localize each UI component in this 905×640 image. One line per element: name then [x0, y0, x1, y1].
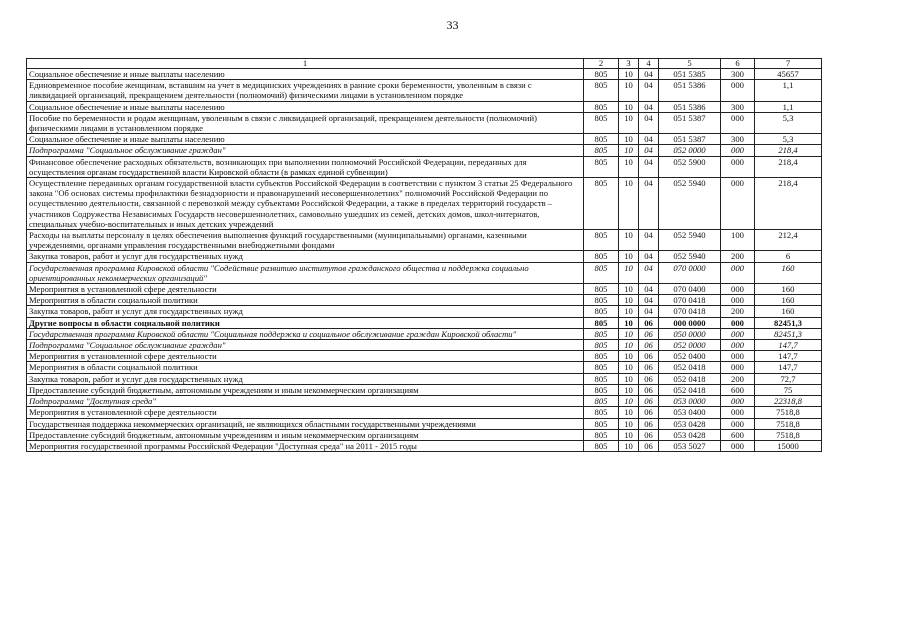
ministry-code-cell: 805 [584, 306, 619, 317]
table-row [27, 134, 822, 145]
target-item-code-cell: 070 0000 [659, 262, 721, 283]
target-item-code-cell: 051 5386 [659, 80, 721, 101]
target-item-code-cell: 052 0418 [659, 362, 721, 373]
table-row [27, 373, 822, 384]
target-item-code-cell: 053 0000 [659, 396, 721, 407]
row-name-cell: Финансовое обеспечение расходных обязательств, возникающих при выполнении полномочий Российской Федерации, переданных для осуществления органам государственной власти Кировской области (в рамках единой субвенции) [27, 156, 584, 177]
expense-type-code-cell: 200 [721, 373, 755, 384]
subsection-code-cell: 04 [639, 284, 659, 295]
section-code-cell: 10 [619, 80, 639, 101]
target-item-code-cell: 051 5387 [659, 134, 721, 145]
section-code-cell: 10 [619, 101, 639, 112]
table-row [27, 429, 822, 440]
header-cell: 6 [721, 59, 755, 69]
ministry-code-cell: 805 [584, 112, 619, 133]
target-item-code-cell: 000 0000 [659, 317, 721, 328]
amount-cell: 45657 [755, 69, 822, 80]
row-name-cell: Пособие по беременности и родам женщинам, уволенным в связи с ликвидацией организаций, прекращением деятельности (полномочий) физическими лицами в установленном порядке [27, 112, 584, 133]
amount-cell: 218,4 [755, 178, 822, 230]
row-name-cell: Мероприятия в установленной сфере деятельности [27, 284, 584, 295]
expense-type-code-cell: 200 [721, 251, 755, 262]
row-name-cell: Подпрограмма "Доступная среда" [27, 396, 584, 407]
table-row [27, 306, 822, 317]
section-code-cell: 10 [619, 340, 639, 351]
amount-cell: 1,1 [755, 80, 822, 101]
header-cell: 5 [659, 59, 721, 69]
section-code-cell: 10 [619, 69, 639, 80]
section-code-cell: 10 [619, 284, 639, 295]
amount-cell: 82451,3 [755, 317, 822, 328]
expense-type-code-cell: 300 [721, 134, 755, 145]
expense-type-code-cell: 000 [721, 418, 755, 429]
target-item-code-cell: 070 0418 [659, 306, 721, 317]
section-code-cell: 10 [619, 407, 639, 418]
subsection-code-cell: 04 [639, 156, 659, 177]
row-name-cell: Предоставление субсидий бюджетным, автономным учреждениям и иным некоммерческим организациям [27, 429, 584, 440]
row-name-cell: Мероприятия в области социальной политики [27, 295, 584, 306]
ministry-code-cell: 805 [584, 429, 619, 440]
subsection-code-cell: 04 [639, 230, 659, 251]
subsection-code-cell: 06 [639, 362, 659, 373]
amount-cell: 1,1 [755, 101, 822, 112]
header-cell: 4 [639, 59, 659, 69]
row-name-cell: Государственная программа Кировской области "Социальная поддержка и социальное обслуживание граждан Кировской области" [27, 328, 584, 339]
subsection-code-cell: 04 [639, 306, 659, 317]
row-name-cell: Закупка товаров, работ и услуг для государственных нужд [27, 373, 584, 384]
expense-type-code-cell: 000 [721, 362, 755, 373]
expense-type-code-cell: 300 [721, 101, 755, 112]
amount-cell: 218,4 [755, 145, 822, 156]
row-name-cell: Мероприятия государственной программы Российской Федерации "Доступная среда" на 2011 - 2015 годы [27, 440, 584, 451]
header-cell: 1 [27, 59, 584, 69]
table-row [27, 284, 822, 295]
ministry-code-cell: 805 [584, 351, 619, 362]
amount-cell: 147,7 [755, 351, 822, 362]
target-item-code-cell: 053 5027 [659, 440, 721, 451]
expense-type-code-cell: 000 [721, 396, 755, 407]
subsection-code-cell: 06 [639, 440, 659, 451]
section-code-cell: 10 [619, 306, 639, 317]
budget-table [26, 58, 822, 452]
row-name-cell: Другие вопросы в области социальной политики [27, 317, 584, 328]
table-body [27, 69, 822, 452]
expense-type-code-cell: 000 [721, 440, 755, 451]
row-name-cell: Подпрограмма "Социальное обслуживание граждан" [27, 145, 584, 156]
section-code-cell: 10 [619, 112, 639, 133]
subsection-code-cell: 06 [639, 396, 659, 407]
ministry-code-cell: 805 [584, 340, 619, 351]
target-item-code-cell: 052 0000 [659, 145, 721, 156]
table-row [27, 69, 822, 80]
ministry-code-cell: 805 [584, 295, 619, 306]
ministry-code-cell: 805 [584, 328, 619, 339]
expense-type-code-cell: 000 [721, 80, 755, 101]
amount-cell: 75 [755, 384, 822, 395]
expense-type-code-cell: 000 [721, 317, 755, 328]
amount-cell: 72,7 [755, 373, 822, 384]
subsection-code-cell: 06 [639, 418, 659, 429]
ministry-code-cell: 805 [584, 145, 619, 156]
subsection-code-cell: 06 [639, 429, 659, 440]
row-name-cell: Расходы на выплаты персоналу в целях обеспечения выполнения функций государственными (муниципальными) органами, казенными учреждениями, органами управления государственными внебюджетными фондами [27, 230, 584, 251]
amount-cell: 160 [755, 284, 822, 295]
row-name-cell: Закупка товаров, работ и услуг для государственных нужд [27, 306, 584, 317]
subsection-code-cell: 06 [639, 317, 659, 328]
section-code-cell: 10 [619, 295, 639, 306]
header-cell: 3 [619, 59, 639, 69]
section-code-cell: 10 [619, 178, 639, 230]
section-code-cell: 10 [619, 362, 639, 373]
ministry-code-cell: 805 [584, 262, 619, 283]
table-row [27, 407, 822, 418]
subsection-code-cell: 04 [639, 262, 659, 283]
amount-cell: 7518,8 [755, 429, 822, 440]
expense-type-code-cell: 000 [721, 351, 755, 362]
expense-type-code-cell: 000 [721, 284, 755, 295]
amount-cell: 82451,3 [755, 328, 822, 339]
amount-cell: 147,7 [755, 362, 822, 373]
target-item-code-cell: 052 0400 [659, 351, 721, 362]
expense-type-code-cell: 000 [721, 156, 755, 177]
target-item-code-cell: 052 5900 [659, 156, 721, 177]
row-name-cell: Социальное обеспечение и иные выплаты населению [27, 101, 584, 112]
target-item-code-cell: 053 0428 [659, 429, 721, 440]
expense-type-code-cell: 000 [721, 178, 755, 230]
table-row [27, 362, 822, 373]
header-cell: 7 [755, 59, 822, 69]
table-row [27, 112, 822, 133]
table-row [27, 317, 822, 328]
ministry-code-cell: 805 [584, 396, 619, 407]
subsection-code-cell: 04 [639, 178, 659, 230]
table-row [27, 328, 822, 339]
target-item-code-cell: 051 5385 [659, 69, 721, 80]
row-name-cell: Подпрограмма "Социальное обслуживание граждан" [27, 340, 584, 351]
section-code-cell: 10 [619, 134, 639, 145]
row-name-cell: Государственная программа Кировской области "Содействие развитию институтов гражданского общества и поддержка социально ориентированных некоммерческих организаций" [27, 262, 584, 283]
row-name-cell: Мероприятия в установленной сфере деятельности [27, 351, 584, 362]
target-item-code-cell: 052 5940 [659, 230, 721, 251]
row-name-cell: Социальное обеспечение и иные выплаты населению [27, 69, 584, 80]
target-item-code-cell: 070 0418 [659, 295, 721, 306]
target-item-code-cell: 053 0428 [659, 418, 721, 429]
row-name-cell: Государственная поддержка некоммерческих организаций, не являющихся областными государственными учреждениями [27, 418, 584, 429]
target-item-code-cell: 051 5386 [659, 101, 721, 112]
subsection-code-cell: 06 [639, 328, 659, 339]
section-code-cell: 10 [619, 328, 639, 339]
amount-cell: 160 [755, 295, 822, 306]
amount-cell: 22318,8 [755, 396, 822, 407]
table-row [27, 384, 822, 395]
subsection-code-cell: 04 [639, 112, 659, 133]
expense-type-code-cell: 000 [721, 145, 755, 156]
section-code-cell: 10 [619, 251, 639, 262]
table-row [27, 340, 822, 351]
ministry-code-cell: 805 [584, 178, 619, 230]
subsection-code-cell: 06 [639, 351, 659, 362]
target-item-code-cell: 052 0000 [659, 340, 721, 351]
subsection-code-cell: 04 [639, 251, 659, 262]
expense-type-code-cell: 600 [721, 384, 755, 395]
expense-type-code-cell: 200 [721, 306, 755, 317]
subsection-code-cell: 04 [639, 145, 659, 156]
amount-cell: 7518,8 [755, 407, 822, 418]
row-name-cell: Мероприятия в области социальной политики [27, 362, 584, 373]
section-code-cell: 10 [619, 429, 639, 440]
amount-cell: 6 [755, 251, 822, 262]
subsection-code-cell: 04 [639, 69, 659, 80]
table-row [27, 101, 822, 112]
section-code-cell: 10 [619, 396, 639, 407]
table-row [27, 396, 822, 407]
subsection-code-cell: 04 [639, 134, 659, 145]
row-name-cell: Мероприятия в установленной сфере деятельности [27, 407, 584, 418]
ministry-code-cell: 805 [584, 69, 619, 80]
ministry-code-cell: 805 [584, 440, 619, 451]
expense-type-code-cell: 000 [721, 340, 755, 351]
section-code-cell: 10 [619, 145, 639, 156]
expense-type-code-cell: 600 [721, 429, 755, 440]
amount-cell: 7518,8 [755, 418, 822, 429]
expense-type-code-cell: 000 [721, 262, 755, 283]
table-row [27, 156, 822, 177]
section-code-cell: 10 [619, 418, 639, 429]
amount-cell: 212,4 [755, 230, 822, 251]
expense-type-code-cell: 000 [721, 407, 755, 418]
amount-cell: 15000 [755, 440, 822, 451]
table-row [27, 295, 822, 306]
target-item-code-cell: 053 0400 [659, 407, 721, 418]
target-item-code-cell: 052 5940 [659, 178, 721, 230]
ministry-code-cell: 805 [584, 418, 619, 429]
amount-cell: 218,4 [755, 156, 822, 177]
section-code-cell: 10 [619, 262, 639, 283]
table-row [27, 145, 822, 156]
target-item-code-cell: 052 0418 [659, 384, 721, 395]
expense-type-code-cell: 300 [721, 69, 755, 80]
table-row [27, 418, 822, 429]
table-row [27, 251, 822, 262]
table-row [27, 440, 822, 451]
section-code-cell: 10 [619, 156, 639, 177]
row-name-cell: Единовременное пособие женщинам, вставшим на учет в медицинских учреждениях в ранние сроки беременности, уволенным в связи с ликвидацией организаций, прекращением деятельности (полномочий) физическими лицами в установленном порядке [27, 80, 584, 101]
target-item-code-cell: 052 5940 [659, 251, 721, 262]
expense-type-code-cell: 000 [721, 328, 755, 339]
subsection-code-cell: 04 [639, 101, 659, 112]
section-code-cell: 10 [619, 230, 639, 251]
target-item-code-cell: 070 0400 [659, 284, 721, 295]
ministry-code-cell: 805 [584, 407, 619, 418]
ministry-code-cell: 805 [584, 101, 619, 112]
table-row [27, 262, 822, 283]
section-code-cell: 10 [619, 317, 639, 328]
subsection-code-cell: 06 [639, 340, 659, 351]
expense-type-code-cell: 100 [721, 230, 755, 251]
header-row [27, 59, 822, 69]
subsection-code-cell: 04 [639, 295, 659, 306]
table-row [27, 351, 822, 362]
ministry-code-cell: 805 [584, 134, 619, 145]
ministry-code-cell: 805 [584, 362, 619, 373]
target-item-code-cell: 050 0000 [659, 328, 721, 339]
amount-cell: 160 [755, 262, 822, 283]
ministry-code-cell: 805 [584, 384, 619, 395]
ministry-code-cell: 805 [584, 230, 619, 251]
amount-cell: 147,7 [755, 340, 822, 351]
ministry-code-cell: 805 [584, 373, 619, 384]
ministry-code-cell: 805 [584, 156, 619, 177]
amount-cell: 5,3 [755, 134, 822, 145]
table-row [27, 178, 822, 230]
amount-cell: 5,3 [755, 112, 822, 133]
section-code-cell: 10 [619, 351, 639, 362]
target-item-code-cell: 051 5387 [659, 112, 721, 133]
subsection-code-cell: 04 [639, 80, 659, 101]
subsection-code-cell: 06 [639, 384, 659, 395]
section-code-cell: 10 [619, 373, 639, 384]
row-name-cell: Осуществление переданных органам государственной власти субъектов Российской Федерации в соответствии с пунктом 3 статьи 25 Федерального закона "Об основах системы профилактики безнадзорности и правонарушений несовершеннолетних" полномочий Российской Федерации по осуществлению деятельности, связанной с перевозкой между субъектами Российской Федерации, а также в пределах территорий государств – участников Содружества Независимых Государств несовершеннолетних, самовольно ушедших из семей, детских домов, школ-интернатов, специальных учебно-воспитательных и иных детских учреждений [27, 178, 584, 230]
subsection-code-cell: 06 [639, 407, 659, 418]
expense-type-code-cell: 000 [721, 295, 755, 306]
table-row [27, 230, 822, 251]
ministry-code-cell: 805 [584, 284, 619, 295]
row-name-cell: Социальное обеспечение и иные выплаты населению [27, 134, 584, 145]
section-code-cell: 10 [619, 440, 639, 451]
ministry-code-cell: 805 [584, 317, 619, 328]
row-name-cell: Закупка товаров, работ и услуг для государственных нужд [27, 251, 584, 262]
row-name-cell: Предоставление субсидий бюджетным, автономным учреждениям и иным некоммерческим организациям [27, 384, 584, 395]
amount-cell: 160 [755, 306, 822, 317]
subsection-code-cell: 06 [639, 373, 659, 384]
ministry-code-cell: 805 [584, 251, 619, 262]
table-row [27, 80, 822, 101]
header-cell: 2 [584, 59, 619, 69]
ministry-code-cell: 805 [584, 80, 619, 101]
expense-type-code-cell: 000 [721, 112, 755, 133]
page-number: 33 [446, 18, 459, 32]
target-item-code-cell: 052 0418 [659, 373, 721, 384]
section-code-cell: 10 [619, 384, 639, 395]
